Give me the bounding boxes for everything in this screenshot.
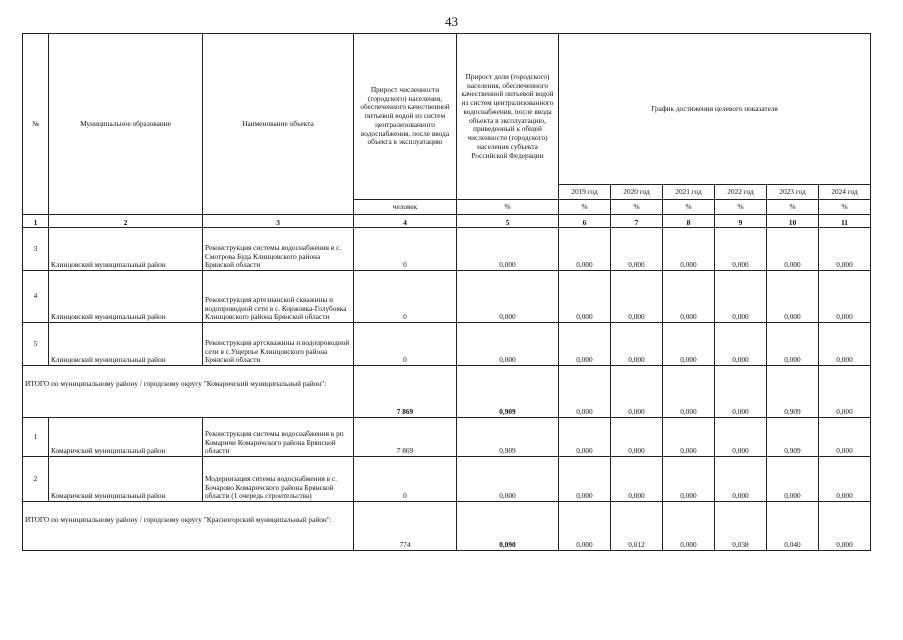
col-num: 7 xyxy=(611,215,663,228)
row-municipality: Клинцовский муниципальный район xyxy=(49,323,203,366)
unit-people: человек xyxy=(354,200,457,215)
row-share: 0,909 xyxy=(457,418,559,457)
header-row xyxy=(23,34,871,185)
total-y2024: 0,000 xyxy=(819,366,871,418)
row-no: 1 xyxy=(23,418,49,457)
year-2022: 2022 год xyxy=(715,185,767,200)
header-object: Наименование объекта xyxy=(203,34,354,215)
row-people: 7 869 xyxy=(354,418,457,457)
total-y2021: 0,000 xyxy=(663,502,715,551)
row-y2023: 0,000 xyxy=(767,457,819,502)
row-y2021: 0,000 xyxy=(663,271,715,323)
total-share: 0,090 xyxy=(457,502,559,551)
total-y2022: 0,038 xyxy=(715,502,767,551)
col-num: 2 xyxy=(49,215,203,228)
row-object: Реконструкция системы водоснабжения в с. Смотрова Буда Клинцовского района Брянской области xyxy=(203,228,354,271)
row-y2022: 0,000 xyxy=(715,457,767,502)
row-y2019: 0,000 xyxy=(559,271,611,323)
row-y2022: 0,000 xyxy=(715,323,767,366)
total-y2020: 0,000 xyxy=(611,366,663,418)
table-row xyxy=(23,271,871,323)
total-people: 774 xyxy=(354,502,457,551)
col-num: 11 xyxy=(819,215,871,228)
row-y2020: 0,000 xyxy=(611,418,663,457)
row-y2020: 0,000 xyxy=(611,271,663,323)
row-municipality: Комаричский муниципальный район xyxy=(49,418,203,457)
header-municipality: Муниципальное образование xyxy=(49,34,203,215)
row-people: 0 xyxy=(354,457,457,502)
table-row xyxy=(23,418,871,457)
row-share: 0,000 xyxy=(457,271,559,323)
row-y2021: 0,000 xyxy=(663,418,715,457)
row-y2019: 0,000 xyxy=(559,457,611,502)
row-y2019: 0,000 xyxy=(559,228,611,271)
col-num: 5 xyxy=(457,215,559,228)
row-object: Модернизация ситемы водоснабжения в с. Бочарово Комаричского района Брянской области (1 очередь строительства) xyxy=(203,457,354,502)
row-y2024: 0,000 xyxy=(819,457,871,502)
total-y2020: 0,012 xyxy=(611,502,663,551)
col-num: 3 xyxy=(203,215,354,228)
header-share-growth: Прирост доли (городского) населения, обеспеченного качественной питьевой водой из систем централизованного водоснабжения, после ввода объекта в эксплуатацию, приведенный к общей численности (городского) населения субъекта Российской Федерации xyxy=(457,34,559,200)
total-y2022: 0,000 xyxy=(715,366,767,418)
unit-percent: % xyxy=(819,200,871,215)
row-y2022: 0,000 xyxy=(715,271,767,323)
col-num: 10 xyxy=(767,215,819,228)
row-y2019: 0,000 xyxy=(559,418,611,457)
row-y2023: 0,000 xyxy=(767,323,819,366)
total-y2021: 0,000 xyxy=(663,366,715,418)
table-row xyxy=(23,323,871,366)
col-num: 6 xyxy=(559,215,611,228)
unit-percent: % xyxy=(611,200,663,215)
row-y2019: 0,000 xyxy=(559,323,611,366)
row-people: 0 xyxy=(354,228,457,271)
unit-percent: % xyxy=(559,200,611,215)
unit-percent: % xyxy=(457,200,559,215)
row-y2022: 0,000 xyxy=(715,418,767,457)
table-row xyxy=(23,457,871,502)
row-no: 4 xyxy=(23,271,49,323)
total-y2023: 0,909 xyxy=(767,366,819,418)
total-people: 7 869 xyxy=(354,366,457,418)
table-row xyxy=(23,228,871,271)
row-y2024: 0,000 xyxy=(819,228,871,271)
total-label: ИТОГО по муниципальному району / городскому округу "Красногорский муниципальный район": xyxy=(23,502,354,551)
row-no: 5 xyxy=(23,323,49,366)
total-y2019: 0,000 xyxy=(559,366,611,418)
unit-percent: % xyxy=(715,200,767,215)
header-no: № xyxy=(23,34,49,215)
col-num: 1 xyxy=(23,215,49,228)
total-y2024: 0,000 xyxy=(819,502,871,551)
row-y2020: 0,000 xyxy=(611,228,663,271)
row-y2024: 0,000 xyxy=(819,323,871,366)
col-num: 9 xyxy=(715,215,767,228)
row-y2021: 0,000 xyxy=(663,323,715,366)
header-pop-growth: Прирост численности (городского) населения, обеспеченного качественной питьевой водой из систем централизованного водоснабжения, после ввода объекта в эксплуатацию xyxy=(354,34,457,200)
col-num: 8 xyxy=(663,215,715,228)
total-label: ИТОГО по муниципальному району / городскому округу "Комаричский муниципальный район": xyxy=(23,366,354,418)
total-share: 0,909 xyxy=(457,366,559,418)
row-object: Реконструкция артезианской скважины и водопроводной сети в с. Коржовка-Голубовка Клинцовского района Брянской области xyxy=(203,271,354,323)
row-people: 0 xyxy=(354,271,457,323)
year-2020: 2020 год xyxy=(611,185,663,200)
row-no: 3 xyxy=(23,228,49,271)
row-municipality: Клинцовский муниципальный район xyxy=(49,271,203,323)
target-indicator-table xyxy=(22,33,871,551)
row-y2021: 0,000 xyxy=(663,228,715,271)
row-y2023: 0,909 xyxy=(767,418,819,457)
row-y2022: 0,000 xyxy=(715,228,767,271)
row-object: Реконструкция артскважины и водопроводной сети в с.Ущерпье Клинцовского района Брянской области xyxy=(203,323,354,366)
column-number-row xyxy=(23,215,871,228)
header-schedule: График достижения целевого показателя xyxy=(559,34,871,185)
row-y2021: 0,000 xyxy=(663,457,715,502)
row-y2023: 0,000 xyxy=(767,228,819,271)
row-y2020: 0,000 xyxy=(611,323,663,366)
row-y2024: 0,000 xyxy=(819,271,871,323)
year-2024: 2024 год xyxy=(819,185,871,200)
year-2023: 2023 год xyxy=(767,185,819,200)
row-municipality: Клинцовский муниципальный район xyxy=(49,228,203,271)
unit-percent: % xyxy=(663,200,715,215)
year-2021: 2021 год xyxy=(663,185,715,200)
total-row xyxy=(23,502,871,551)
row-share: 0,000 xyxy=(457,323,559,366)
year-2019: 2019 год xyxy=(559,185,611,200)
total-row xyxy=(23,366,871,418)
row-people: 0 xyxy=(354,323,457,366)
row-share: 0,000 xyxy=(457,457,559,502)
unit-percent: % xyxy=(767,200,819,215)
row-share: 0,000 xyxy=(457,228,559,271)
row-no: 2 xyxy=(23,457,49,502)
row-y2024: 0,000 xyxy=(819,418,871,457)
total-y2023: 0,040 xyxy=(767,502,819,551)
col-num: 4 xyxy=(354,215,457,228)
total-y2019: 0,000 xyxy=(559,502,611,551)
row-y2020: 0,000 xyxy=(611,457,663,502)
row-y2023: 0,000 xyxy=(767,271,819,323)
row-municipality: Комаричский муниципальный район xyxy=(49,457,203,502)
row-object: Реконструкция системы водоснабжения в рп Комаричи Комаричского района Брянской области xyxy=(203,418,354,457)
page-number: 43 xyxy=(445,14,458,29)
